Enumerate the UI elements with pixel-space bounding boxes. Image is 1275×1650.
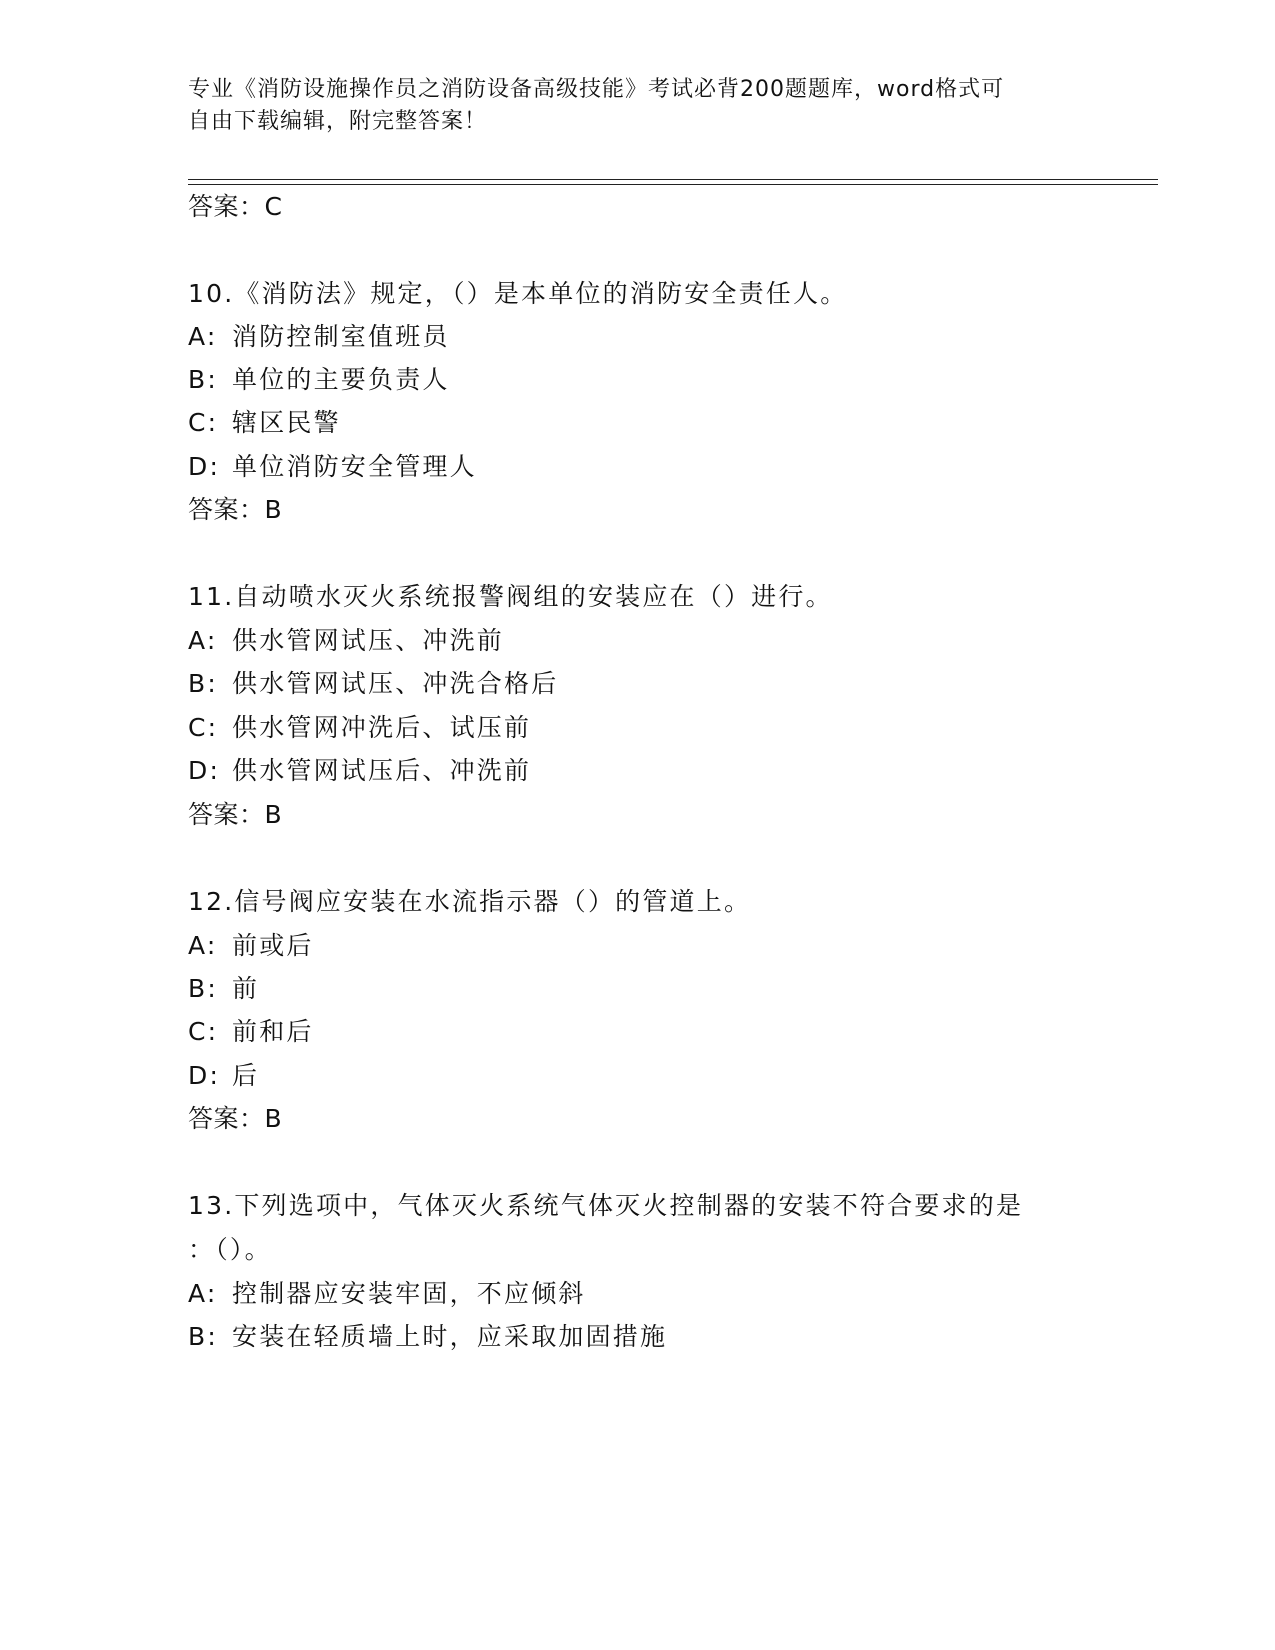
option-text: 供水管网试压、冲洗前 bbox=[232, 626, 505, 655]
question-number: 11. bbox=[188, 582, 235, 611]
header-line-2: 自由下载编辑，附完整答案！ bbox=[188, 109, 488, 134]
option-text: 前 bbox=[232, 974, 260, 1003]
option-key: C: bbox=[188, 713, 219, 742]
answer-line: 答案：B bbox=[188, 800, 283, 829]
question-text: 信号阀应安装在水流指示器（）的管道上。 bbox=[234, 887, 752, 916]
option-key: D: bbox=[188, 452, 221, 481]
option-key: B: bbox=[188, 974, 218, 1003]
question-number: 12. bbox=[188, 887, 235, 916]
option-text: 前或后 bbox=[232, 931, 314, 960]
option bbox=[188, 1278, 586, 1310]
header-divider-top bbox=[188, 179, 1158, 180]
option-key: C: bbox=[188, 1017, 219, 1046]
header-divider-bottom bbox=[188, 184, 1158, 185]
option-key: A: bbox=[188, 626, 218, 655]
header-line-1: 专业《消防设施操作员之消防设备高级技能》考试必背200题题库，word格式可 bbox=[188, 77, 1005, 102]
option-key: A: bbox=[188, 1279, 218, 1308]
option-key: B: bbox=[188, 365, 218, 394]
option bbox=[188, 755, 531, 787]
option-text: 辖区民警 bbox=[232, 408, 341, 437]
question-text: 下列选项中，气体灭火系统气体灭火控制器的安装不符合要求的是 bbox=[234, 1191, 1024, 1220]
question-stem-continuation: ：（）。 bbox=[188, 1235, 272, 1264]
option bbox=[188, 1321, 667, 1353]
option-text: 单位的主要负责人 bbox=[232, 365, 450, 394]
question-stem bbox=[188, 886, 751, 918]
previous-answer: 答案：C bbox=[188, 192, 283, 221]
question-stem bbox=[188, 1190, 1023, 1222]
question-number: 10. bbox=[188, 279, 235, 308]
option bbox=[188, 1060, 259, 1092]
option-key: B: bbox=[188, 1322, 218, 1351]
option-text: 后 bbox=[232, 1061, 260, 1090]
option bbox=[188, 712, 531, 744]
option bbox=[188, 407, 341, 439]
option-key: D: bbox=[188, 756, 221, 785]
option bbox=[188, 451, 477, 483]
option bbox=[188, 930, 314, 962]
option-text: 单位消防安全管理人 bbox=[232, 452, 477, 481]
option bbox=[188, 321, 450, 353]
option-key: A: bbox=[188, 931, 218, 960]
option bbox=[188, 973, 259, 1005]
option-text: 供水管网试压、冲洗合格后 bbox=[232, 669, 559, 698]
answer-line: 答案：B bbox=[188, 495, 283, 524]
option-text: 消防控制室值班员 bbox=[232, 322, 450, 351]
question-number: 13. bbox=[188, 1191, 235, 1220]
option-key: C: bbox=[188, 408, 219, 437]
question-stem bbox=[188, 581, 833, 613]
option bbox=[188, 1016, 314, 1048]
option-text: 控制器应安装牢固，不应倾斜 bbox=[232, 1279, 586, 1308]
option bbox=[188, 364, 450, 396]
option-key: D: bbox=[188, 1061, 221, 1090]
option-text: 安装在轻质墙上时，应采取加固措施 bbox=[232, 1322, 668, 1351]
option-text: 前和后 bbox=[232, 1017, 314, 1046]
question-text: 自动喷水灭火系统报警阀组的安装应在（）进行。 bbox=[234, 582, 833, 611]
option bbox=[188, 625, 504, 657]
answer-line: 答案：B bbox=[188, 1104, 283, 1133]
option-key: A: bbox=[188, 322, 218, 351]
option bbox=[188, 668, 558, 700]
question-text: 《消防法》规定，（）是本单位的消防安全责任人。 bbox=[234, 279, 848, 308]
question-stem bbox=[188, 278, 847, 310]
option-text: 供水管网冲洗后、试压前 bbox=[232, 713, 532, 742]
option-key: B: bbox=[188, 669, 218, 698]
option-text: 供水管网试压后、冲洗前 bbox=[232, 756, 532, 785]
document-header bbox=[188, 74, 1088, 138]
